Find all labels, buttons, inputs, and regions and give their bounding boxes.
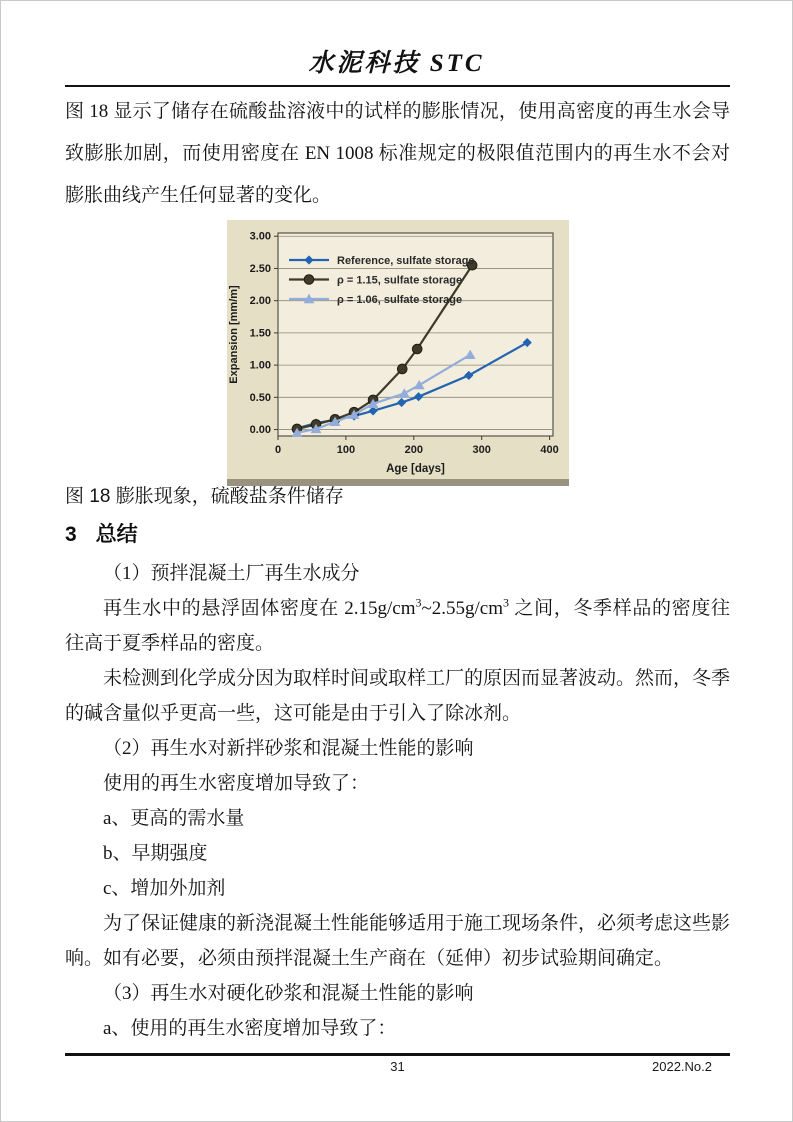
chart-x-tick-label: 0 (274, 444, 281, 456)
paragraph: （2）再生水对新拌砂浆和混凝土性能的影响 (103, 738, 474, 759)
chart-series-marker (412, 344, 422, 354)
list-item: c、增加外加剂 (103, 878, 226, 899)
chart-legend-label: ρ = 1.06, sulfate storage (336, 294, 462, 306)
chart-y-tick-label: 3.00 (249, 230, 271, 243)
superscript: 3 (503, 595, 510, 610)
list-item: a、更高的需水量 (103, 808, 245, 829)
chart-y-tick-label: 2.00 (249, 295, 271, 308)
summary-section (65, 556, 730, 1046)
chart-y-tick-label: 0.50 (249, 391, 271, 404)
text-run: 再生水中的悬浮固体密度在 2.15g/cm (103, 598, 416, 619)
chart-x-tick-label: 100 (336, 444, 355, 456)
intro-section (65, 91, 730, 217)
paragraph: （1）预拌混凝土厂再生水成分 (103, 563, 360, 584)
chart-legend-label: Reference, sulfate storage (336, 255, 475, 267)
section-heading (65, 520, 730, 550)
expansion-chart (227, 220, 569, 486)
figure-caption: 图 18 膨胀现象，硫酸盐条件储存 (65, 486, 344, 507)
chart-y-axis-title: Expansion [mm/m] (227, 285, 240, 384)
chart-legend-marker (304, 275, 314, 285)
chart-y-tick-label: 1.50 (249, 327, 271, 340)
chart-y-tick-label: 0.00 (249, 424, 271, 437)
issue-number: 2022.No.2 (652, 1059, 712, 1074)
chart-x-tick-label: 400 (539, 444, 559, 456)
header-rule (65, 85, 730, 87)
page-header-title: 水泥科技 STC (308, 50, 485, 77)
chart-series-marker (397, 364, 407, 374)
chart-y-tick-label: 2.50 (249, 262, 271, 275)
figure-chart (227, 220, 569, 486)
paragraph: （3）再生水对硬化砂浆和混凝土性能的影响 (103, 983, 474, 1004)
chart-x-tick-label: 200 (404, 444, 423, 456)
chart-x-tick-label: 300 (472, 444, 491, 456)
chart-legend-label: ρ = 1.15, sulfate storage (336, 274, 462, 287)
chart-x-axis-title: Age [days] (385, 463, 445, 475)
text-run: 之间，冬季样品的密度往往高于夏季样品的密度。 (65, 598, 730, 654)
list-item: a、使用的再生水密度增加导致了： (103, 1018, 397, 1039)
page-number: 31 (390, 1059, 405, 1074)
intro-paragraph: 图 18 显示了储存在硫酸盐溶液中的试样的膨胀情况，使用高密度的再生水会导致膨胀加剧，而使用密度在 EN 1008 标准规定的极限值范围内的再生水不会对膨胀曲线产生任何显著的变化。 (65, 101, 730, 206)
text-run: ~2.55g/cm (421, 598, 504, 619)
paragraph (65, 591, 730, 661)
list-item: b、早期强度 (103, 843, 208, 864)
chart-bottom-strip (227, 479, 569, 486)
paragraph: 使用的再生水密度增加导致了： (103, 773, 370, 794)
footer-rule (65, 1053, 730, 1056)
chart-y-tick-label: 1.00 (249, 359, 271, 372)
superscript: 3 (415, 595, 422, 610)
section-title: 总结 (95, 523, 138, 546)
section-number: 3 (65, 523, 77, 546)
paragraph: 未检测到化学成分因为取样时间或取样工厂的原因而显著波动。然而，冬季的碱含量似乎更高一些，这可能是由于引入了除冰剂。 (65, 668, 731, 724)
page-content (65, 91, 730, 1046)
paragraph: 为了保证健康的新浇混凝土性能能够适用于施工现场条件，必须考虑这些影响。如有必要，必须由预拌混凝土生产商在（延伸）初步试验期间确定。 (65, 913, 731, 969)
